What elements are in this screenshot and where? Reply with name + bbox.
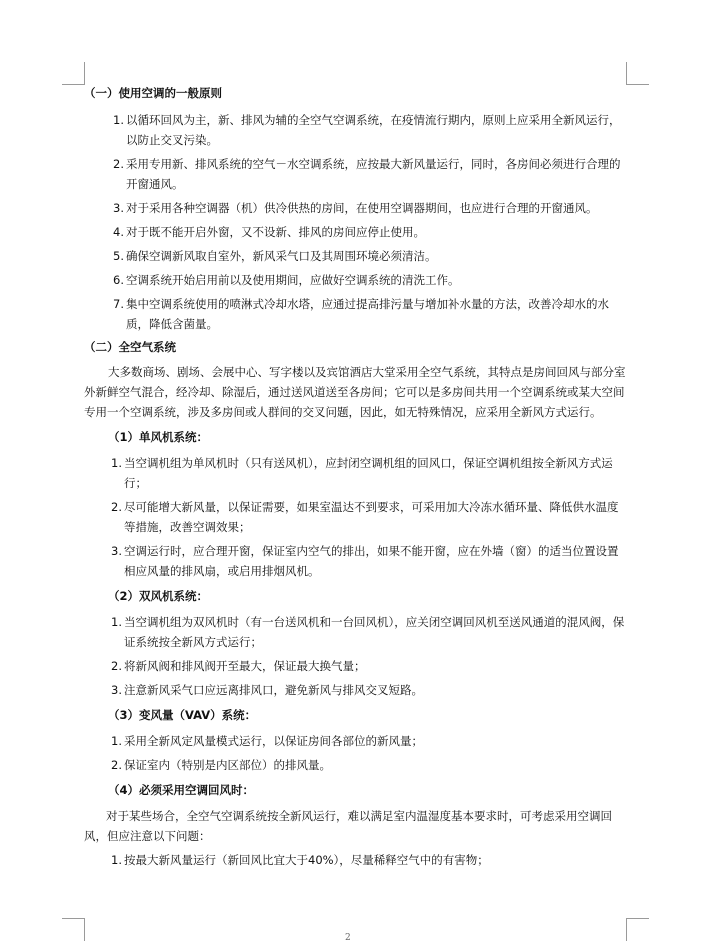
item-text: 空调系统开始启用前以及使用期间，应做好空调系统的清洗工作。 xyxy=(126,273,460,287)
list-item xyxy=(84,656,629,676)
item-text: 按最大新风量运行（新回风比宜大于40%），尽量稀释空气中的有害物； xyxy=(124,853,489,867)
list-item xyxy=(84,110,629,150)
item-number: 2. xyxy=(111,500,122,514)
crop-mark-bottom-left xyxy=(62,918,85,941)
list-item xyxy=(84,294,629,334)
item-text: 集中空调系统使用的喷淋式冷却水塔，应通过提高排污量与增加补水量的方法，改善冷却水的水质，降低含菌量。 xyxy=(126,297,609,331)
item-text: 尽可能增大新风量，以保证需要，如果室温达不到要求，可采用加大冷冻水循环量、降低供水温度等措施，改善空调效果； xyxy=(124,500,619,534)
subsection-2-list xyxy=(84,612,629,700)
item-text: 将新风阀和排风阀开至最大，保证最大换气量； xyxy=(124,659,366,673)
subsection-4-list xyxy=(84,850,629,870)
item-number: 1. xyxy=(111,853,122,867)
list-item xyxy=(84,680,629,700)
item-text: 当空调机组为单风机时（只有送风机），应封闭空调机组的回风口，保证空调机组按全新风方式运行； xyxy=(124,456,613,490)
list-item xyxy=(84,731,629,751)
list-item xyxy=(84,612,629,652)
item-text: 采用专用新、排风系统的空气－水空调系统，应按最大新风量运行，同时，各房间必须进行合理的开窗通风。 xyxy=(126,157,621,191)
subsection-1-heading: （1）单风机系统： xyxy=(108,430,209,444)
item-number: 4. xyxy=(113,225,124,239)
section-1-list xyxy=(84,110,629,334)
crop-mark-top-left xyxy=(62,62,85,85)
list-item xyxy=(84,541,629,581)
section-2-intro: 大多数商场、剧场、会展中心、写字楼以及宾馆酒店大堂采用全空气系统，其特点是房间回风与部分室外新鲜空气混合，经冷却、除湿后，通过送风道送至各房间；它可以是多房间共用一个空调系统或某大空间专用一个空调系统，涉及多房间或人群间的交叉问题，因此，如无特殊情况，应采用全新风方式运行。 xyxy=(84,365,626,419)
item-number: 2. xyxy=(111,758,122,772)
item-number: 1. xyxy=(113,113,124,127)
item-text: 对于既不能开启外窗，又不设新、排风的房间应停止使用。 xyxy=(126,225,425,239)
item-number: 7. xyxy=(113,297,124,311)
page-number: 2 xyxy=(345,933,351,943)
section-1-heading: （一）使用空调的一般原则 xyxy=(84,86,222,100)
item-number: 6. xyxy=(113,273,124,287)
list-item xyxy=(84,270,629,290)
item-number: 1. xyxy=(111,456,122,470)
section-2-heading: （二）全空气系统 xyxy=(84,340,176,354)
subsection-2-heading: （2）双风机系统： xyxy=(108,589,209,603)
list-item xyxy=(84,198,629,218)
list-item xyxy=(84,453,629,493)
item-number: 2. xyxy=(111,659,122,673)
list-item xyxy=(84,246,629,266)
item-number: 3. xyxy=(111,544,122,558)
list-item xyxy=(84,850,629,870)
item-number: 1. xyxy=(111,734,122,748)
item-text: 采用全新风定风量模式运行，以保证房间各部位的新风量； xyxy=(124,734,423,748)
subsection-1-list xyxy=(84,453,629,581)
subsection-4-intro: 对于某些场合，全空气空调系统按全新风运行，难以满足室内温湿度基本要求时，可考虑采用空调回风，但应注意以下问题： xyxy=(84,809,612,843)
crop-mark-top-right xyxy=(626,62,649,85)
subsection-4-heading: （4）必须采用空调回风时： xyxy=(108,783,255,797)
item-text: 确保空调新风取自室外，新风采气口及其周围环境必须清洁。 xyxy=(126,249,437,263)
document-body xyxy=(84,80,629,874)
item-number: 3. xyxy=(113,201,124,215)
crop-mark-bottom-right xyxy=(626,918,649,941)
list-item xyxy=(84,755,629,775)
item-number: 3. xyxy=(111,683,122,697)
item-text: 当空调机组为双风机时（有一台送风机和一台回风机），应关闭空调回风机至送风通道的混风阀，保证系统按全新风方式运行； xyxy=(124,615,625,649)
item-number: 2. xyxy=(113,157,124,171)
item-text: 注意新风采气口应远离排风口，避免新风与排风交叉短路。 xyxy=(124,683,423,697)
item-text: 对于采用各种空调器（机）供冷供热的房间，在使用空调器期间，也应进行合理的开窗通风。 xyxy=(126,201,598,215)
list-item xyxy=(84,497,629,537)
subsection-3-heading: （3）变风量（VAV）系统： xyxy=(108,708,257,722)
item-text: 空调运行时，应合理开窗，保证室内空气的排出，如果不能开窗，应在外墙（窗）的适当位置设置相应风量的排风扇，或启用排烟风机。 xyxy=(124,544,619,578)
item-number: 5. xyxy=(113,249,124,263)
item-number: 1. xyxy=(111,615,122,629)
subsection-3-list xyxy=(84,731,629,775)
list-item xyxy=(84,222,629,242)
list-item xyxy=(84,154,629,194)
item-text: 保证室内（特别是内区部位）的排风量。 xyxy=(124,758,331,772)
item-text: 以循环回风为主，新、排风为辅的全空气空调系统，在疫情流行期内，原则上应采用全新风运行，以防止交叉污染。 xyxy=(126,113,621,147)
